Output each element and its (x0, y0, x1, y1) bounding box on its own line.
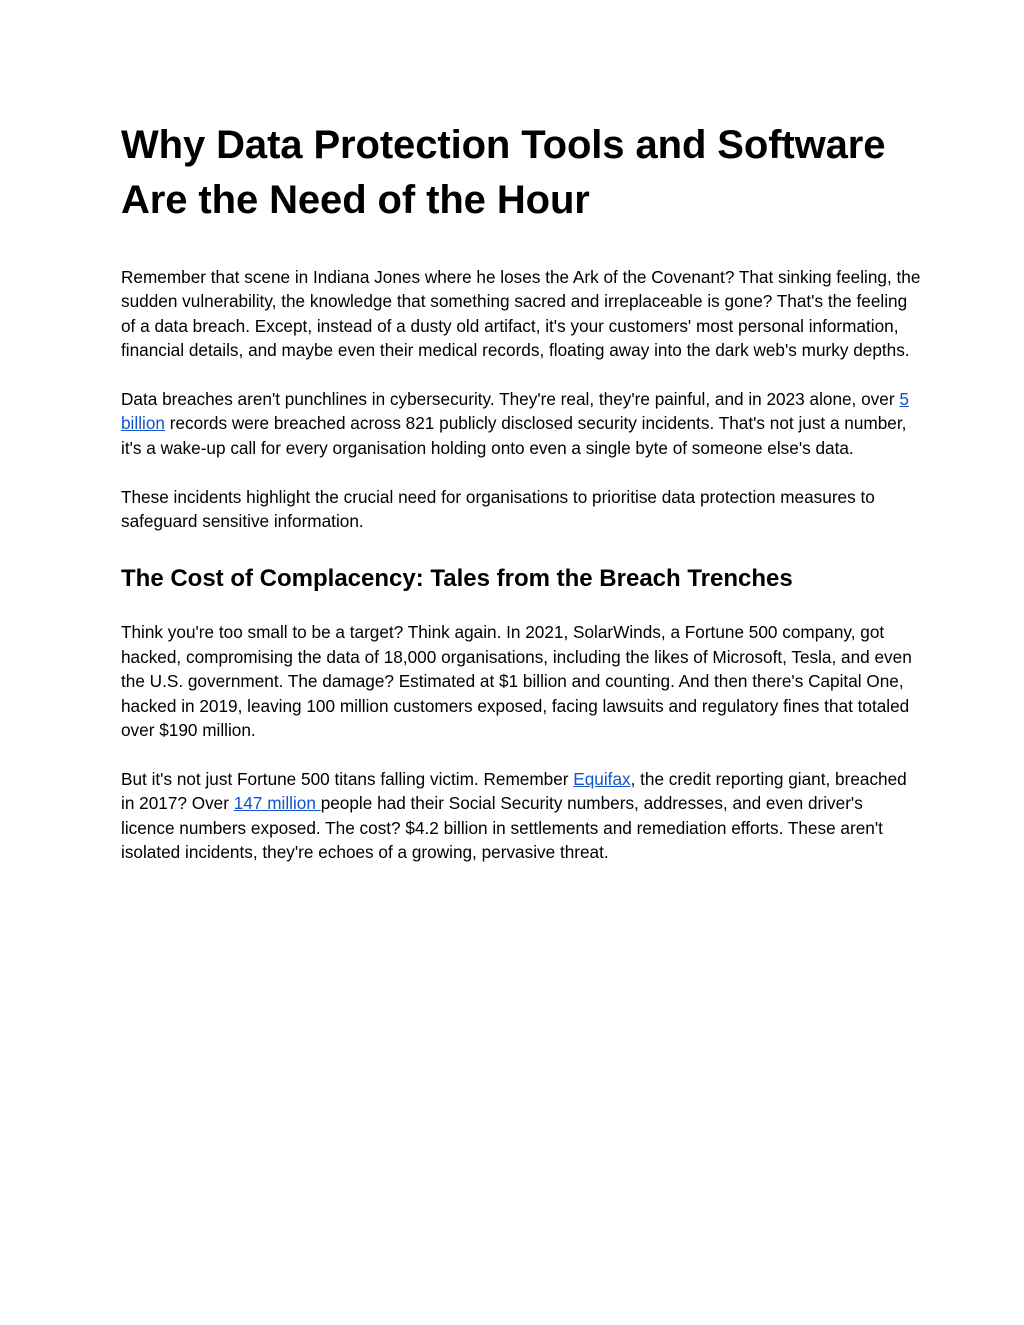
section-paragraph-2-text-c: people had their Social Security numbers, addresses, and even driver's licence numbers exposed. The cost? $4.2 billion in settlements and remediation efforts. These aren't isolated incidents, they're echoes of a growing, pervasive threat. (121, 793, 883, 863)
section-paragraph-2-text-b: , the credit reporting giant, breached in 2017? Over (121, 768, 907, 814)
intro-paragraph-1: Remember that scene in Indiana Jones where he loses the Ark of the Covenant? That sinking feeling, the sudden vulnerability, the knowledge that something sacred and irreplaceable is gone? That's the feeling of a data breach. Except, instead of a dusty old artifact, it's your customers' most personal information, financial details, and maybe even their medical records, floating away into the dark web's murky depths. (121, 267, 921, 361)
section-paragraph-2-text-a: But it's not just Fortune 500 titans falling victim. Remember (121, 768, 574, 789)
section-paragraph-2 (121, 767, 921, 865)
section-paragraph-1: Think you're too small to be a target? Think again. In 2021, SolarWinds, a Fortune 500 company, got hacked, compromising the data of 18,000 organisations, including the likes of Microsoft, Tesla, and even the U.S. government. The damage? Estimated at $1 billion and counting. And then there's Capital One, hacked in 2019, leaving 100 million customers exposed, facing lawsuits and regulatory fines that totaled over $190 million. (121, 622, 912, 741)
five-billion-link[interactable]: 5 billion (121, 389, 909, 434)
document-page (121, 118, 921, 889)
section-heading: The Cost of Complacency: Tales from the Breach Trenches (121, 565, 793, 593)
intro-paragraph-3: These incidents highlight the crucial need for organisations to prioritise data protection measures to safeguard sensitive information. (121, 486, 875, 532)
document-title: Why Data Protection Tools and Software Are the Need of the Hour (121, 123, 886, 222)
intro-paragraph-2 (121, 387, 921, 460)
intro-paragraph-2-text-b: records were breached across 821 publicly disclosed security incidents. That's not just a number, it's a wake-up call for every organisation holding onto even a single byte of someone else's data. (121, 413, 907, 458)
147-million-link[interactable]: 147 million (233, 793, 321, 814)
equifax-link[interactable]: Equifax (573, 768, 631, 789)
intro-paragraph-2-text-a: Data breaches aren't punchlines in cybersecurity. They're real, they're painful, and in 2023 alone, over (121, 389, 900, 410)
